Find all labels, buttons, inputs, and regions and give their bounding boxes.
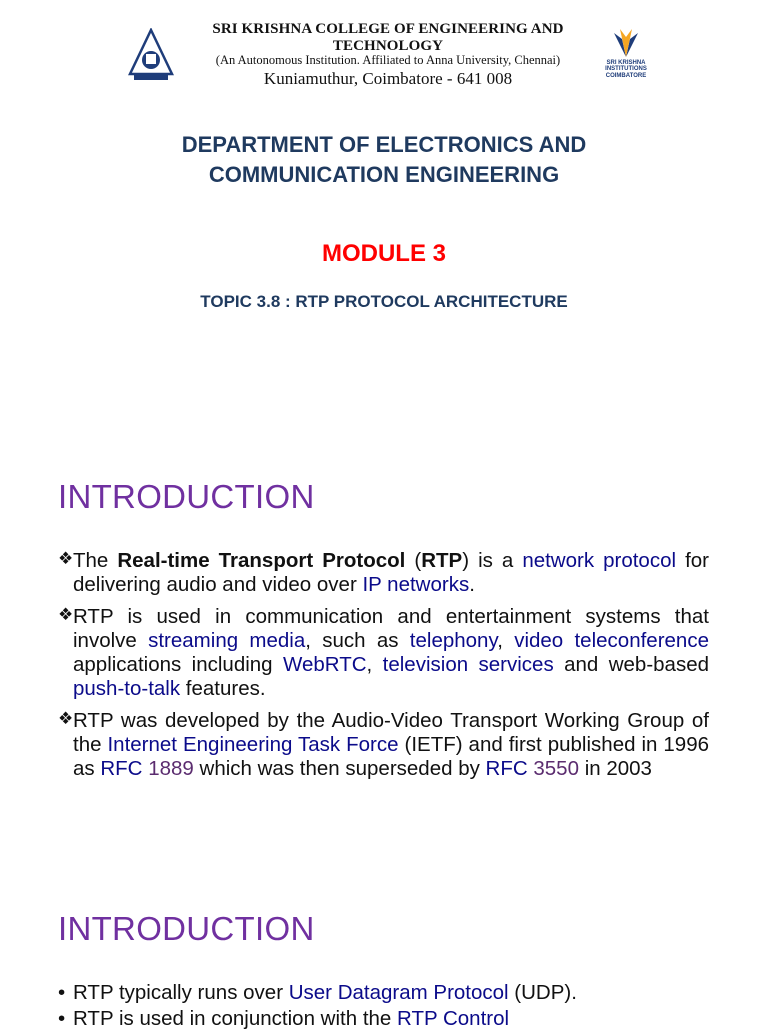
text: applications including xyxy=(73,653,283,676)
bullet-item xyxy=(58,709,709,781)
link-telephony[interactable]: telephony xyxy=(409,629,498,652)
college-banner xyxy=(120,21,650,89)
link-rfc[interactable]: RFC xyxy=(100,757,143,780)
text: which was then superseded by xyxy=(193,757,486,780)
bold-text: RTP xyxy=(421,549,463,572)
bullet-item xyxy=(58,605,709,701)
college-affiliation: (An Autonomous Institution. Affiliated to Anna University, Chennai) xyxy=(215,53,561,68)
bullet-item xyxy=(58,1007,738,1031)
bullet-list xyxy=(58,549,709,789)
diamond-bullet-icon: ❖ xyxy=(58,549,74,568)
title-slide xyxy=(0,0,768,432)
link-ietf[interactable]: Internet Engineering Task Force xyxy=(107,733,399,756)
link-network-protocol[interactable]: network protocol xyxy=(522,549,677,572)
bullet-dot-icon: • xyxy=(58,981,66,1004)
bullet-item xyxy=(58,549,709,597)
text: ( xyxy=(405,549,422,572)
department-title xyxy=(0,130,768,190)
college-crest-icon xyxy=(128,28,174,82)
bullet-list xyxy=(58,981,738,1033)
slide-title: INTRODUCTION xyxy=(58,478,315,515)
department-line-1: DEPARTMENT OF ELECTRONICS AND xyxy=(181,132,587,157)
link-video-teleconference[interactable]: video teleconference xyxy=(514,629,709,652)
college-name: SRI KRISHNA COLLEGE OF ENGINEERING AND TECHNOLOGY xyxy=(212,21,564,54)
link-streaming-media[interactable]: streaming media xyxy=(148,629,306,652)
department-line-2: COMMUNICATION ENGINEERING xyxy=(208,162,560,187)
text: (IETF) and first published in 1996 as xyxy=(73,733,710,780)
module-label: MODULE 3 xyxy=(321,240,446,267)
bullet-dot-icon: • xyxy=(58,1007,66,1030)
text: in 2003 xyxy=(579,757,652,780)
text: . xyxy=(469,573,475,596)
text: RTP typically runs over xyxy=(73,981,289,1004)
text: and web-based xyxy=(553,653,710,676)
introduction-slide-2 xyxy=(0,864,768,1030)
bullet-item xyxy=(58,981,738,1005)
link-rfc-number[interactable]: 1889 xyxy=(142,757,194,780)
diamond-bullet-icon: ❖ xyxy=(58,605,74,624)
topic-label: TOPIC 3.8 : RTP PROTOCOL ARCHITECTURE xyxy=(200,292,568,311)
diamond-bullet-icon: ❖ xyxy=(58,709,74,728)
text: features. xyxy=(180,677,266,700)
text: RTP was developed by the Audio-Video Transport Working Group of the xyxy=(73,709,709,756)
link-rfc[interactable]: RFC xyxy=(485,757,528,780)
text: , such as xyxy=(305,629,410,652)
text: The xyxy=(73,549,118,572)
flame-logo-icon xyxy=(608,27,644,59)
link-push-to-talk[interactable]: push-to-talk xyxy=(73,677,181,700)
slide-title: INTRODUCTION xyxy=(58,910,315,947)
link-ip-networks[interactable]: IP networks xyxy=(362,573,470,596)
text: , xyxy=(366,653,383,676)
text: RTP is used in communication and entertainment systems that involve xyxy=(73,605,709,652)
bold-text: Real-time Transport Protocol xyxy=(117,549,406,572)
institution-logo xyxy=(602,27,650,83)
introduction-slide-1 xyxy=(0,432,768,864)
institution-logo-text: SRI KRISHNA INSTITUTIONS COIMBATORE xyxy=(605,60,647,79)
link-rtp-control[interactable]: RTP Control xyxy=(397,1007,510,1030)
link-webrtc[interactable]: WebRTC xyxy=(283,653,367,676)
link-rfc-number[interactable]: 3550 xyxy=(527,757,579,780)
text: (UDP). xyxy=(508,981,577,1004)
text: ) is a xyxy=(462,549,523,572)
text: RTP is used in conjunction with the xyxy=(73,1007,398,1030)
college-address: Kuniamuthur, Coimbatore - 641 008 xyxy=(263,69,513,89)
text: for delivering audio and video over xyxy=(73,549,709,596)
link-television-services[interactable]: television services xyxy=(382,653,554,676)
link-udp[interactable]: User Datagram Protocol xyxy=(288,981,509,1004)
text: , xyxy=(497,629,515,652)
